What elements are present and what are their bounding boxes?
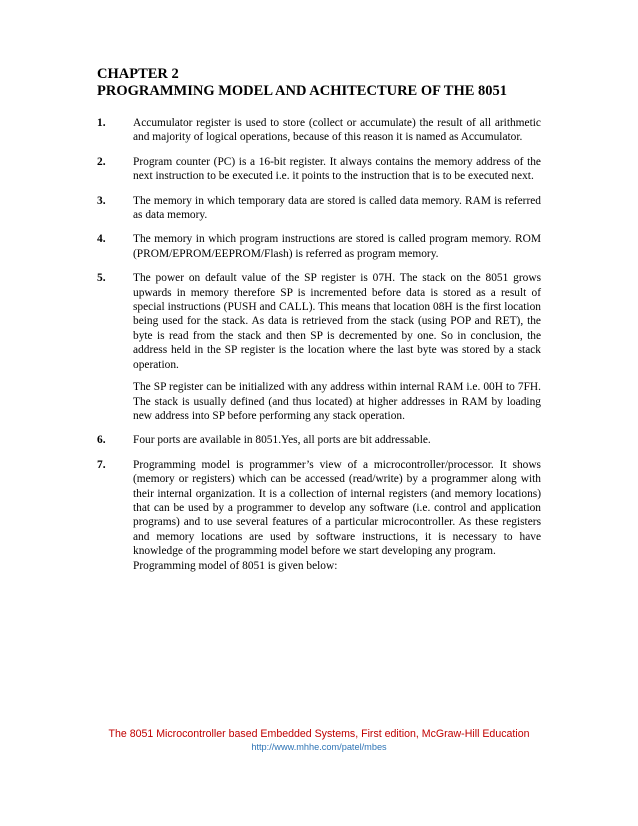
item-body [133, 232, 541, 261]
item-paragraph: Accumulator register is used to store (collect or accumulate) the result of all arithmetic and majority of logical operations, because of this reason it is named as Accumulator. [133, 117, 541, 144]
item-number: 7. [97, 458, 106, 471]
item-paragraph: The SP register can be initialized with any address within internal RAM i.e. 00H to 7FH. The stack is usually defined (and thus located) at higher addresses in RAM by loading new address into SP before performing any stack operation. [133, 381, 541, 422]
numbered-list [97, 116, 541, 583]
item-number: 1. [97, 117, 106, 129]
item-body [133, 458, 541, 573]
item-body [133, 116, 541, 145]
chapter-label: CHAPTER 2 [97, 66, 179, 82]
footer-url[interactable]: http://www.mhhe.com/patel/mbes [251, 742, 387, 752]
page-footer [0, 727, 638, 754]
item-number: 3. [97, 194, 106, 207]
list-item [97, 116, 541, 145]
list-item [97, 232, 541, 261]
list-item [97, 155, 541, 184]
list-item [97, 458, 541, 573]
item-number: 5. [97, 272, 106, 285]
item-paragraph: The memory in which temporary data are stored is called data memory. RAM is referred as data memory. [133, 194, 541, 222]
item-number: 2. [97, 155, 106, 168]
item-paragraph: The memory in which program instructions are stored is called program memory. ROM (PROM/EPROM/EEPROM/Flash) is referred as program memory. [133, 233, 541, 260]
item-body [133, 194, 541, 223]
list-item [97, 194, 541, 223]
list-item [97, 271, 541, 423]
item-paragraph: Programming model of 8051 is given below: [133, 559, 338, 572]
item-number: 6. [97, 434, 106, 447]
list-item [97, 433, 541, 447]
item-body [133, 433, 541, 447]
footer-book-title: The 8051 Microcontroller based Embedded Systems, First edition, McGraw-Hill Education [108, 728, 530, 740]
item-paragraph: The power on default value of the SP register is 07H. The stack on the 8051 grows upwards in memory therefore SP is incremented before data is stored as a result of special instructions (PUSH and CALL). This means that location 08H is the first location being used for the stack. As data is retrieved from the stack (using POP and RET), the byte is read from the stack and then SP is decremented by one. So in conclusion, the address held in the SP register is the location where the last byte was stored by a stack operation. [133, 272, 541, 371]
item-paragraph: Programming model is programmer’s view of a microcontroller/processor. It shows (memory or registers) which can be accessed (read/write) by a programmer along with their internal organization. It is a collection of internal registers (and memory locations) that can be used by a programmer to develop any software (i.e. control and application programs) and to use several features of a particular microcontroller. As these registers and memory locations are used by software instructions, it is necessary to have knowledge of the programming model before we start developing any program. [133, 458, 541, 558]
chapter-title: PROGRAMMING MODEL AND ACHITECTURE OF THE 8051 [97, 83, 508, 99]
item-paragraph: Program counter (PC) is a 16-bit register. It always contains the memory address of the next instruction to be executed i.e. it points to the instruction that is to be executed next. [133, 155, 541, 183]
item-body [133, 155, 541, 184]
chapter-heading [97, 66, 557, 100]
item-paragraph: Four ports are available in 8051.Yes, all ports are bit addressable. [133, 434, 431, 447]
item-body [133, 271, 541, 423]
item-number: 4. [97, 233, 106, 246]
